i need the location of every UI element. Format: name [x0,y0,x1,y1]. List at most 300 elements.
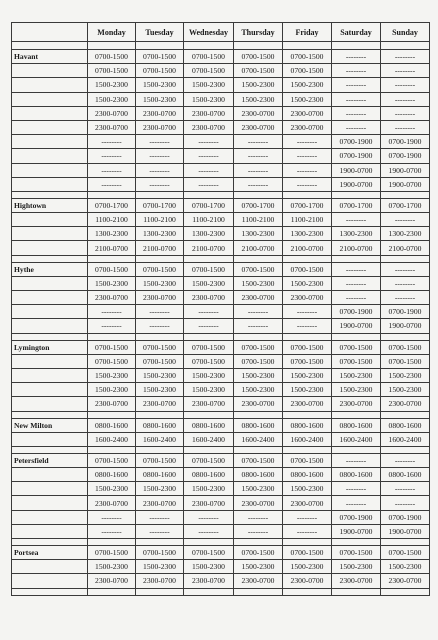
location-cell [12,227,88,241]
shift-cell: 0700-1500 [234,453,283,467]
shift-cell: 0700-1500 [332,354,381,368]
day-header: Sunday [381,23,430,42]
shift-cell: 0700-1500 [88,546,136,560]
shift-cell: -------- [332,482,381,496]
spacer-cell [332,539,381,546]
spacer-cell [12,191,88,198]
location-cell [12,149,88,163]
spacer-cell [184,588,234,595]
day-header: Tuesday [136,23,184,42]
shift-cell: 1300-2300 [184,227,234,241]
shift-cell: 0700-1500 [283,340,332,354]
spacer-cell [88,191,136,198]
spacer-cell [234,588,283,595]
shift-cell: 2300-0700 [136,397,184,411]
shift-cell: 0800-1600 [283,418,332,432]
shift-cell: 1600-2400 [234,432,283,446]
shift-cell: 2300-0700 [184,291,234,305]
spacer-row [12,539,430,546]
table-row [12,340,430,354]
table-row [12,64,430,78]
shift-cell: 0700-1500 [136,546,184,560]
shift-cell: -------- [234,163,283,177]
spacer-row [12,255,430,262]
spacer-cell [381,255,430,262]
shift-cell: 0700-1500 [184,340,234,354]
shift-cell: -------- [332,291,381,305]
schedule-body [12,42,430,596]
shift-cell: -------- [381,262,430,276]
table-row [12,432,430,446]
day-header: Saturday [332,23,381,42]
shift-cell: -------- [234,524,283,538]
table-row [12,574,430,588]
shift-cell: 1500-2300 [332,383,381,397]
spacer-cell [136,191,184,198]
shift-cell: 2300-0700 [136,291,184,305]
shift-cell: 1100-2100 [283,213,332,227]
location-cell [12,496,88,510]
shift-cell: 2300-0700 [381,574,430,588]
shift-cell: -------- [332,120,381,134]
location-cell [12,574,88,588]
spacer-cell [184,333,234,340]
shift-cell: 1500-2300 [136,560,184,574]
shift-cell: 2100-0700 [88,241,136,255]
shift-cell: 1500-2300 [381,560,430,574]
location-cell [12,560,88,574]
shift-cell: 0800-1600 [184,468,234,482]
shift-cell: 0700-1900 [381,135,430,149]
table-row [12,262,430,276]
shift-cell: -------- [88,163,136,177]
shift-cell: 1500-2300 [184,368,234,382]
shift-cell: -------- [136,319,184,333]
shift-cell: -------- [381,64,430,78]
shift-cell: 1900-0700 [332,177,381,191]
shift-cell: 0700-1500 [88,354,136,368]
table-row [12,418,430,432]
shift-cell: 2300-0700 [136,120,184,134]
spacer-cell [12,42,88,50]
location-cell [12,241,88,255]
spacer-cell [381,411,430,418]
shift-cell: 1900-0700 [332,163,381,177]
day-header: Thursday [234,23,283,42]
shift-cell: 0700-1500 [234,262,283,276]
shift-cell: -------- [283,524,332,538]
shift-cell: 1300-2300 [88,227,136,241]
table-row [12,291,430,305]
table-row [12,368,430,382]
shift-cell: 1500-2300 [136,92,184,106]
spacer-cell [136,588,184,595]
shift-cell: 1500-2300 [283,78,332,92]
location-cell [12,177,88,191]
table-row [12,354,430,368]
shift-cell: 1500-2300 [332,560,381,574]
shift-cell: 0800-1600 [283,468,332,482]
location-cell: Petersfield [12,453,88,467]
shift-cell: 0800-1600 [88,468,136,482]
spacer-cell [184,42,234,50]
spacer-cell [88,333,136,340]
shift-cell: 0700-1500 [381,546,430,560]
spacer-cell [283,42,332,50]
spacer-cell [184,411,234,418]
shift-cell: 0700-1500 [184,354,234,368]
spacer-cell [12,588,88,595]
spacer-cell [184,539,234,546]
shift-cell: 0700-1500 [136,354,184,368]
spacer-cell [184,255,234,262]
shift-cell: -------- [234,319,283,333]
location-cell: Hythe [12,262,88,276]
shift-cell: 2300-0700 [332,397,381,411]
shift-cell: 0700-1500 [184,546,234,560]
shift-cell: 1500-2300 [283,383,332,397]
spacer-row [12,588,430,595]
table-row [12,120,430,134]
spacer-cell [283,255,332,262]
shift-cell: 2300-0700 [88,120,136,134]
shift-cell: 1500-2300 [234,276,283,290]
shift-cell: -------- [381,496,430,510]
shift-cell: -------- [283,149,332,163]
shift-cell: 1500-2300 [136,78,184,92]
shift-cell: -------- [184,510,234,524]
shift-cell: -------- [88,524,136,538]
shift-cell: -------- [234,510,283,524]
location-cell [12,482,88,496]
table-row [12,50,430,64]
shift-cell: 1500-2300 [234,368,283,382]
shift-cell: -------- [332,213,381,227]
shift-cell: 2300-0700 [136,574,184,588]
shift-cell: 0700-1900 [381,510,430,524]
shift-cell: 0700-1500 [184,453,234,467]
shift-cell: -------- [136,135,184,149]
shift-cell: 1500-2300 [136,276,184,290]
shift-cell: 1500-2300 [234,92,283,106]
shift-cell: 2300-0700 [88,496,136,510]
shift-cell: 0700-1500 [136,340,184,354]
shift-cell: 1500-2300 [88,368,136,382]
location-cell: Hightown [12,198,88,212]
location-cell [12,397,88,411]
day-header: Wednesday [184,23,234,42]
shift-cell: 0700-1500 [136,262,184,276]
spacer-cell [234,255,283,262]
shift-cell: 2300-0700 [88,574,136,588]
shift-cell: 1500-2300 [88,276,136,290]
spacer-cell [88,539,136,546]
shift-cell: 1500-2300 [283,560,332,574]
shift-cell: 0700-1500 [283,354,332,368]
shift-cell: -------- [381,106,430,120]
location-cell [12,305,88,319]
spacer-cell [88,446,136,453]
shift-cell: -------- [381,453,430,467]
shift-cell: 1900-0700 [332,319,381,333]
shift-cell: 0800-1600 [332,468,381,482]
table-row [12,496,430,510]
shift-cell: 1100-2100 [184,213,234,227]
location-cell [12,163,88,177]
location-cell [12,276,88,290]
spacer-cell [88,42,136,50]
spacer-cell [136,539,184,546]
shift-cell: 1500-2300 [88,560,136,574]
spacer-row [12,42,430,50]
shift-cell: -------- [283,305,332,319]
spacer-row [12,333,430,340]
shift-cell: -------- [184,177,234,191]
shift-cell: -------- [283,135,332,149]
shift-cell: 1500-2300 [88,482,136,496]
spacer-cell [283,191,332,198]
shift-cell: 1300-2300 [283,227,332,241]
shift-cell: 0700-1500 [88,453,136,467]
shift-cell: 2300-0700 [283,106,332,120]
shift-cell: 1500-2300 [184,482,234,496]
shift-cell: 2300-0700 [184,574,234,588]
shift-cell: -------- [283,177,332,191]
shift-cell: 0700-1500 [381,340,430,354]
shift-cell: -------- [332,496,381,510]
shift-cell: -------- [234,149,283,163]
shift-cell: -------- [381,92,430,106]
shift-cell: 0700-1700 [234,198,283,212]
spacer-cell [381,191,430,198]
spacer-cell [381,588,430,595]
spacer-cell [88,588,136,595]
shift-cell: 2300-0700 [381,397,430,411]
header-row [12,23,430,42]
location-cell [12,524,88,538]
spacer-cell [381,42,430,50]
shift-cell: -------- [184,163,234,177]
shift-cell: -------- [234,305,283,319]
table-row [12,106,430,120]
shift-cell: -------- [136,510,184,524]
spacer-cell [184,446,234,453]
spacer-cell [283,588,332,595]
shift-cell: 0700-1700 [136,198,184,212]
spacer-cell [12,539,88,546]
shift-cell: 2300-0700 [184,496,234,510]
shift-cell: 2300-0700 [184,106,234,120]
location-cell: Portsea [12,546,88,560]
shift-cell: -------- [283,510,332,524]
spacer-cell [88,411,136,418]
shift-cell: 1900-0700 [381,319,430,333]
spacer-cell [136,42,184,50]
shift-cell: 0700-1500 [283,546,332,560]
shift-cell: -------- [381,120,430,134]
shift-cell: 0700-1700 [332,198,381,212]
shift-cell: -------- [332,92,381,106]
shift-cell: 1500-2300 [136,383,184,397]
shift-cell: 1500-2300 [184,92,234,106]
table-row [12,482,430,496]
shift-cell: -------- [184,319,234,333]
spacer-cell [136,255,184,262]
shift-cell: -------- [283,163,332,177]
spacer-cell [234,539,283,546]
shift-cell: 2300-0700 [184,397,234,411]
location-cell [12,432,88,446]
location-cell [12,291,88,305]
spacer-cell [12,411,88,418]
shift-cell: -------- [381,276,430,290]
shift-cell: 0700-1500 [184,262,234,276]
shift-cell: 1500-2300 [283,92,332,106]
shift-cell: -------- [136,163,184,177]
shift-cell: 2100-0700 [234,241,283,255]
corner-cell [12,23,88,42]
shift-cell: 0700-1500 [234,64,283,78]
shift-cell: 1500-2300 [283,276,332,290]
location-cell [12,383,88,397]
shift-cell: 1500-2300 [184,276,234,290]
shift-cell: 1500-2300 [88,383,136,397]
table-row [12,177,430,191]
shift-cell: -------- [184,305,234,319]
shift-cell: -------- [88,177,136,191]
shift-cell: -------- [136,305,184,319]
spacer-cell [136,446,184,453]
shift-cell: 1600-2400 [136,432,184,446]
shift-cell: -------- [88,149,136,163]
location-cell: Lymington [12,340,88,354]
shift-cell: 0700-1500 [88,262,136,276]
shift-cell: 2300-0700 [88,291,136,305]
shift-cell: 1900-0700 [332,524,381,538]
shift-cell: 2300-0700 [234,106,283,120]
shift-cell: 1500-2300 [234,78,283,92]
shift-cell: -------- [332,78,381,92]
shift-cell: 1500-2300 [381,368,430,382]
shift-cell: 0700-1900 [332,510,381,524]
shift-cell: 0700-1900 [332,305,381,319]
table-row [12,546,430,560]
shift-cell: -------- [283,319,332,333]
shift-cell: 1500-2300 [283,368,332,382]
shift-schedule-table [11,22,430,596]
shift-cell: 0700-1500 [332,340,381,354]
table-row [12,560,430,574]
shift-cell: 1100-2100 [136,213,184,227]
spacer-row [12,191,430,198]
location-cell [12,106,88,120]
shift-cell: 1500-2300 [381,383,430,397]
location-cell [12,64,88,78]
shift-cell: 1300-2300 [381,227,430,241]
shift-cell: 2300-0700 [283,496,332,510]
shift-cell: 2300-0700 [283,120,332,134]
spacer-cell [283,539,332,546]
location-cell [12,510,88,524]
spacer-cell [332,42,381,50]
shift-cell: 0800-1600 [234,418,283,432]
shift-cell: 0700-1500 [88,340,136,354]
shift-cell: -------- [234,135,283,149]
shift-cell: 2100-0700 [184,241,234,255]
shift-cell: 2300-0700 [234,496,283,510]
spacer-cell [234,411,283,418]
shift-cell: 2300-0700 [283,291,332,305]
shift-cell: 0700-1500 [136,453,184,467]
location-cell [12,135,88,149]
shift-cell: 1500-2300 [184,560,234,574]
shift-cell: -------- [234,177,283,191]
table-row [12,241,430,255]
shift-cell: 2300-0700 [88,397,136,411]
shift-cell: 2300-0700 [136,496,184,510]
shift-cell: 2100-0700 [381,241,430,255]
table-row [12,305,430,319]
shift-cell: 0800-1600 [184,418,234,432]
shift-cell: 0700-1500 [184,50,234,64]
shift-cell: 0700-1700 [381,198,430,212]
spacer-cell [136,411,184,418]
spacer-cell [234,333,283,340]
location-cell [12,92,88,106]
table-row [12,135,430,149]
spacer-cell [184,191,234,198]
spacer-cell [12,446,88,453]
shift-cell: 0700-1700 [184,198,234,212]
shift-cell: -------- [381,213,430,227]
shift-cell: 0800-1600 [136,418,184,432]
shift-cell: -------- [381,291,430,305]
table-row [12,524,430,538]
shift-cell: 0700-1500 [283,453,332,467]
shift-cell: 1500-2300 [184,383,234,397]
shift-cell: -------- [332,276,381,290]
shift-cell: 1900-0700 [381,177,430,191]
table-row [12,163,430,177]
shift-cell: 2300-0700 [234,291,283,305]
shift-cell: 0700-1500 [283,262,332,276]
spacer-cell [12,333,88,340]
shift-cell: -------- [381,50,430,64]
shift-cell: 1100-2100 [234,213,283,227]
location-cell: Havant [12,50,88,64]
spacer-cell [332,255,381,262]
shift-cell: -------- [332,50,381,64]
shift-cell: 1500-2300 [88,78,136,92]
location-cell [12,213,88,227]
shift-cell: 2300-0700 [234,120,283,134]
shift-cell: -------- [184,524,234,538]
shift-cell: 2300-0700 [283,397,332,411]
shift-cell: 2300-0700 [283,574,332,588]
shift-cell: 1900-0700 [381,524,430,538]
shift-cell: 0700-1900 [332,149,381,163]
shift-cell: 0700-1900 [381,305,430,319]
day-header: Monday [88,23,136,42]
shift-cell: 1500-2300 [136,368,184,382]
spacer-cell [283,411,332,418]
shift-cell: 0700-1900 [381,149,430,163]
shift-cell: 2300-0700 [332,574,381,588]
shift-cell: 0800-1600 [381,468,430,482]
shift-cell: -------- [332,262,381,276]
spacer-cell [332,588,381,595]
shift-cell: 0700-1700 [283,198,332,212]
